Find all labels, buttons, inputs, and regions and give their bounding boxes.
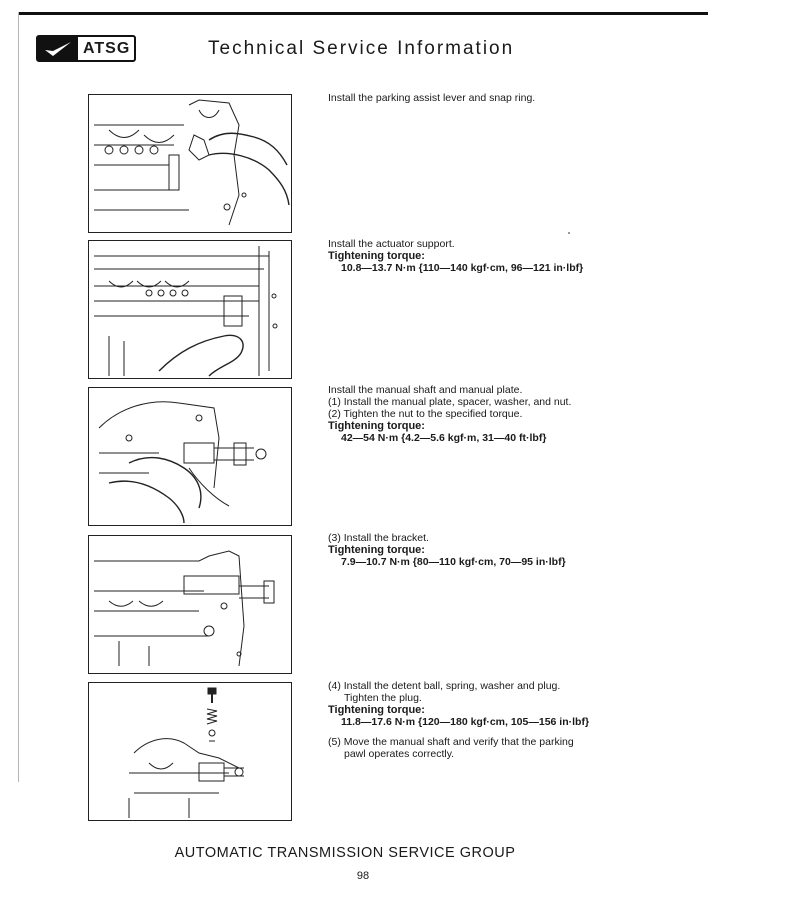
- logo-text: ATSG: [83, 39, 131, 57]
- step-text: (1) Install the manual plate, spacer, washer, and nut.: [328, 396, 572, 408]
- torque-label: Tightening torque:: [328, 704, 425, 716]
- page-title: Technical Service Information: [208, 38, 515, 59]
- figure-detent-ball: [88, 682, 292, 821]
- step-manual-shaft: [328, 384, 613, 444]
- step-text: Tighten the plug.: [344, 692, 422, 704]
- torque-value: 42—54 N·m {4.2—5.6 kgf·m, 31—40 ft·lbf}: [341, 432, 547, 444]
- step-actuator-support: [328, 238, 613, 274]
- step-text: (5) Move the manual shaft and verify that the parking: [328, 736, 574, 748]
- speck: [568, 232, 570, 234]
- step-bracket: [328, 532, 613, 568]
- page-number: 98: [356, 870, 370, 882]
- step-text: Install the manual shaft and manual plate.: [328, 384, 523, 396]
- step-text: Install the actuator support.: [328, 238, 455, 250]
- step-text: (2) Tighten the nut to the specified torque.: [328, 408, 523, 420]
- left-margin-rule: [18, 12, 19, 782]
- torque-value: 11.8—17.6 N·m {120—180 kgf·cm, 105—156 in·lbf}: [341, 716, 590, 728]
- torque-value: 10.8—13.7 N·m {110—140 kgf·cm, 96—121 in·lbf}: [341, 262, 584, 274]
- figure-actuator-support: [88, 240, 292, 379]
- step-parking-assist-lever: [328, 92, 613, 104]
- checkmark-icon: [38, 37, 78, 60]
- step-detent-ball: [328, 680, 613, 760]
- figure-parking-assist-lever: [88, 94, 292, 233]
- figure-bracket: [88, 535, 292, 674]
- torque-label: Tightening torque:: [328, 420, 425, 432]
- step-text: Install the parking assist lever and snap ring.: [328, 92, 536, 104]
- step-text: pawl operates correctly.: [344, 748, 455, 760]
- step-text: (4) Install the detent ball, spring, washer and plug.: [328, 680, 561, 692]
- torque-value: 7.9—10.7 N·m {80—110 kgf·cm, 70—95 in·lbf}: [341, 556, 566, 568]
- atsg-logo: [36, 35, 136, 62]
- footer-title: AUTOMATIC TRANSMISSION SERVICE GROUP: [174, 845, 516, 861]
- step-text: (3) Install the bracket.: [328, 532, 429, 544]
- figure-manual-shaft: [88, 387, 292, 526]
- top-rule: [18, 12, 708, 15]
- torque-label: Tightening torque:: [328, 250, 425, 262]
- torque-label: Tightening torque:: [328, 544, 425, 556]
